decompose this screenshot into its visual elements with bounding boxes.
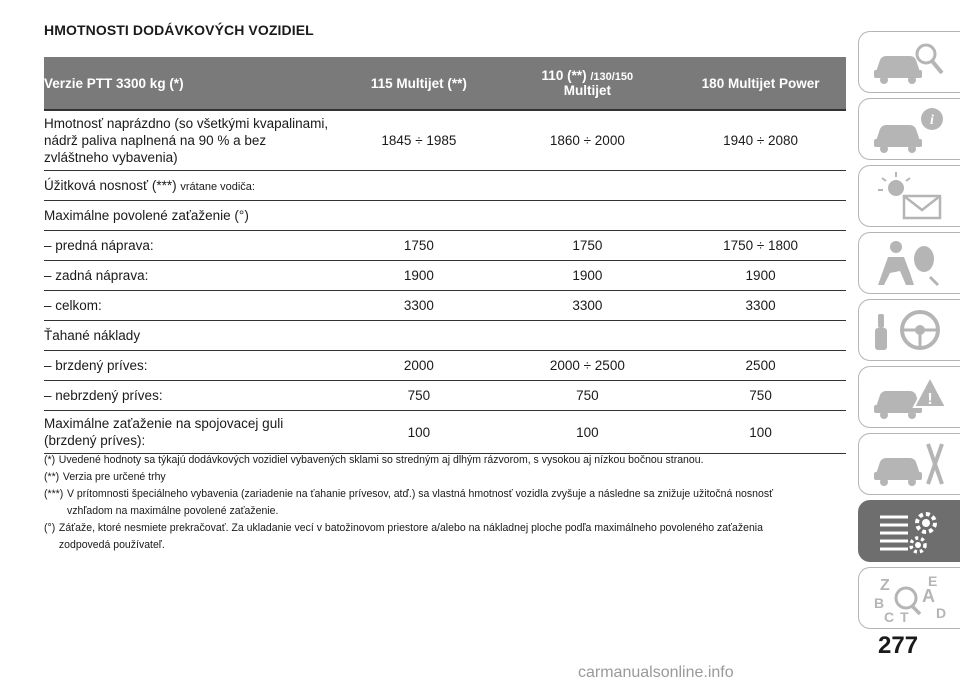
table-row bbox=[44, 351, 846, 381]
cell-value bbox=[675, 321, 846, 351]
table-row bbox=[44, 321, 846, 351]
footnote bbox=[44, 452, 788, 469]
car-tools-icon bbox=[870, 438, 950, 490]
cell-value bbox=[338, 171, 499, 201]
cell-value: 3300 bbox=[338, 291, 499, 321]
row-label: – celkom: bbox=[44, 291, 338, 321]
table-row bbox=[44, 201, 846, 231]
tab-steering-key[interactable] bbox=[858, 299, 960, 361]
cell-value: 2000 ÷ 2500 bbox=[500, 351, 676, 381]
footnote-text: Verzia pre určené trhy bbox=[62, 471, 166, 483]
footnote bbox=[44, 520, 788, 554]
page-number: 277 bbox=[878, 632, 919, 659]
index-letter: T bbox=[899, 609, 909, 624]
car-warning-icon bbox=[870, 371, 950, 423]
footnote-text: Záťaže, ktoré nesmiete prekračovať. Za ukladanie vecí v batožinovom priestore a/alebo na nákladnej ploche podľa maximálneho povoleného zaťaženia zodpovedá používateľ. bbox=[58, 522, 763, 551]
footnote bbox=[44, 469, 788, 486]
steering-key-icon bbox=[870, 304, 950, 356]
cell-value: 750 bbox=[675, 381, 846, 411]
footnotes bbox=[44, 452, 788, 554]
cell-value: 3300 bbox=[675, 291, 846, 321]
row-label: – predná náprava: bbox=[44, 231, 338, 261]
car-search-icon bbox=[870, 36, 950, 88]
footnote-text: V prítomnosti špeciálneho vybavenia (zariadenie na ťahanie prívesov, atď.) sa vlastná hmotnosť vozidla zvyšuje a následne sa znižuje užitočná nosnosť vzhľadom na maximálne povolené zaťaženie. bbox=[66, 488, 774, 517]
header-110-130-150-multijet bbox=[500, 57, 676, 110]
row-label: Ťahané náklady bbox=[44, 321, 338, 351]
tab-light-mail[interactable] bbox=[858, 165, 960, 227]
header-180-multijet-power: 180 Multijet Power bbox=[675, 57, 846, 110]
index-letter: C bbox=[883, 609, 894, 624]
cell-value: 100 bbox=[338, 411, 499, 454]
cell-value bbox=[500, 201, 676, 231]
cell-value: 1750 bbox=[500, 231, 676, 261]
tab-car-info[interactable] bbox=[858, 98, 960, 160]
svg-text:!: ! bbox=[926, 391, 933, 408]
cell-value: 1900 bbox=[500, 261, 676, 291]
cell-value: 100 bbox=[500, 411, 676, 454]
header-110-label: 110 (**) bbox=[541, 68, 591, 83]
footnote-key: (***) bbox=[44, 488, 64, 500]
cell-value: 750 bbox=[338, 381, 499, 411]
cell-value bbox=[338, 321, 499, 351]
header-multijet-label: Multijet bbox=[563, 83, 611, 98]
index-letters-icon bbox=[870, 572, 950, 624]
row-label-line: Maximálne zaťaženie na spojovacej guli bbox=[44, 416, 284, 431]
cell-value: 2000 bbox=[338, 351, 499, 381]
cell-value: 1900 bbox=[675, 261, 846, 291]
tab-airbag-person[interactable] bbox=[858, 232, 960, 294]
footnote-key: (**) bbox=[44, 471, 60, 483]
cell-value bbox=[338, 201, 499, 231]
row-label-line: Hmotnosť naprázdno (so všetkými kvapalinami, bbox=[44, 116, 329, 131]
table-row bbox=[44, 171, 846, 201]
row-label: – zadná náprava: bbox=[44, 261, 338, 291]
tab-car-search[interactable] bbox=[858, 31, 960, 93]
watermark: carmanualsonline.info bbox=[578, 664, 734, 681]
row-label-line: nádrž paliva naplnená na 90 % a bez bbox=[44, 133, 267, 148]
cell-value bbox=[675, 201, 846, 231]
tab-specs-gear[interactable] bbox=[858, 500, 960, 562]
footnote-text: Uvedené hodnoty sa týkajú dodávkových vozidiel vybavených sklami so stredným aj dlhým rázvorom, s vysokou aj nízkou bočnou stranou. bbox=[58, 454, 704, 466]
footnote-key: (°) bbox=[44, 522, 56, 534]
row-label-small: vrátane vodiča: bbox=[180, 181, 255, 193]
row-label bbox=[44, 110, 338, 171]
light-mail-icon bbox=[870, 170, 950, 222]
cell-value: 2500 bbox=[675, 351, 846, 381]
tab-index-letters[interactable] bbox=[858, 567, 960, 629]
row-label: Maximálne povolené zaťaženie (°) bbox=[44, 201, 338, 231]
cell-value bbox=[500, 321, 676, 351]
index-letter: Z bbox=[879, 577, 890, 594]
row-label-main: Úžitková nosnosť (***) bbox=[44, 178, 181, 193]
index-letter: E bbox=[927, 573, 937, 589]
cell-value: 750 bbox=[500, 381, 676, 411]
header-130-150-label: /130/150 bbox=[590, 71, 634, 83]
row-label bbox=[44, 411, 338, 454]
table-row bbox=[44, 261, 846, 291]
cell-value: 1750 ÷ 1800 bbox=[675, 231, 846, 261]
cell-value: 1845 ÷ 1985 bbox=[338, 110, 499, 171]
page-title: HMOTNOSTI DODÁVKOVÝCH VOZIDIEL bbox=[44, 22, 314, 38]
index-letter: B bbox=[873, 595, 884, 611]
cell-value: 3300 bbox=[500, 291, 676, 321]
table-row bbox=[44, 231, 846, 261]
header-115-multijet: 115 Multijet (**) bbox=[338, 57, 499, 110]
specs-gear-icon bbox=[870, 505, 950, 557]
cell-value: 1900 bbox=[338, 261, 499, 291]
row-label-line: (brzdený príves): bbox=[44, 433, 146, 448]
chapter-tabs bbox=[858, 31, 960, 634]
cell-value: 1940 ÷ 2080 bbox=[675, 110, 846, 171]
tab-car-warning[interactable] bbox=[858, 366, 960, 428]
cell-value bbox=[500, 171, 676, 201]
table-row bbox=[44, 411, 846, 454]
cell-value: 1860 ÷ 2000 bbox=[500, 110, 676, 171]
index-letter: D bbox=[935, 605, 946, 621]
table-row bbox=[44, 291, 846, 321]
header-versions: Verzie PTT 3300 kg (*) bbox=[44, 57, 338, 110]
row-label: – brzdený príves: bbox=[44, 351, 338, 381]
footnote bbox=[44, 486, 788, 520]
row-label bbox=[44, 171, 338, 201]
footnote-key: (*) bbox=[44, 454, 56, 466]
tab-car-tools[interactable] bbox=[858, 433, 960, 495]
car-info-icon bbox=[870, 103, 950, 155]
svg-text:i: i bbox=[929, 113, 934, 128]
weights-table bbox=[44, 57, 846, 454]
table-header-row bbox=[44, 57, 846, 110]
cell-value: 1750 bbox=[338, 231, 499, 261]
row-label: – nebrzdený príves: bbox=[44, 381, 338, 411]
cell-value bbox=[675, 171, 846, 201]
table-row bbox=[44, 381, 846, 411]
table-row bbox=[44, 110, 846, 171]
airbag-person-icon bbox=[870, 237, 950, 289]
row-label-line: zvláštneho vybavenia) bbox=[44, 150, 178, 165]
index-letter: A bbox=[921, 586, 935, 606]
cell-value: 100 bbox=[675, 411, 846, 454]
